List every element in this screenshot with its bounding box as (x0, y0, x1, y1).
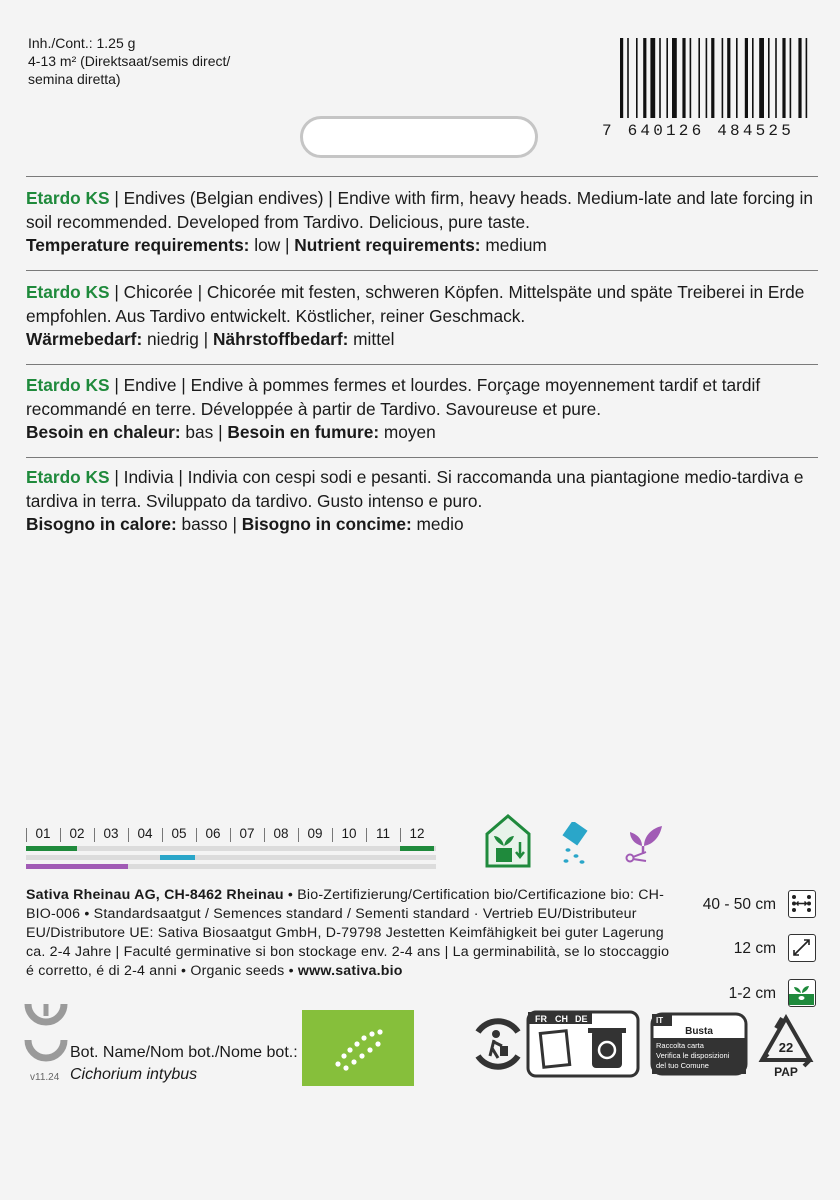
sorting-info-icon (526, 1010, 640, 1078)
eu-star (341, 1053, 346, 1058)
month-separator (400, 828, 401, 842)
requirement-value: mittel (348, 329, 395, 349)
barcode-bar (775, 38, 777, 118)
company-info (26, 886, 674, 981)
barcode-bar (768, 38, 770, 118)
requirement-label: Besoin en chaleur: (26, 422, 181, 442)
calendar-bar-purple (26, 864, 128, 869)
month-separator (196, 828, 197, 842)
hang-hole (300, 116, 538, 158)
month-separator (162, 828, 163, 842)
barcode-bar (806, 38, 808, 118)
calendar-bar-blue (160, 855, 195, 860)
italy-disposal-badge (650, 1012, 748, 1076)
eu-star (351, 1059, 356, 1064)
month-separator (128, 828, 129, 842)
package-info (28, 34, 230, 88)
contents-text: Inh./Cont.: 1.25 g (28, 35, 136, 51)
version-label: v11.24 (30, 1072, 60, 1083)
month-separator (26, 828, 27, 842)
description-text: | Chicorée | Chicorée mit festen, schweren Köpfen. Mittelspäte und späte Treiberei in Erde empfohlen. Aus Tardivo entwickelt. Köstlicher, reiner Geschmack. (26, 282, 805, 326)
calendar-track (26, 855, 436, 860)
barcode-bar (650, 38, 655, 118)
barcode-number: 7 640126 484525 (602, 122, 795, 140)
requirement-label: Bisogno in calore: (26, 514, 177, 534)
description-fr (26, 374, 818, 445)
requirement-value: low | (249, 235, 295, 255)
sowing-depth-icon (788, 979, 816, 1007)
month-label: 11 (375, 826, 390, 841)
eu-star (367, 1047, 372, 1052)
row-spacing-icon (788, 890, 816, 918)
botanical-label: Bot. Name/Nom bot./Nome bot.: (70, 1044, 298, 1061)
plant-spacing: 12 cm (733, 940, 776, 957)
month-label: 01 (35, 826, 51, 841)
pap-recycling-icon (756, 1014, 816, 1080)
description-text: | Endive | Endive à pommes fermes et lourdes. Forçage moyennement tardif et tardif recommandé en terre. Développée à partir de Tardivo. Savoureuse et pure. (26, 375, 761, 419)
eu-star (359, 1053, 364, 1058)
seed-packet-icon (554, 822, 596, 866)
month-label: 04 (137, 826, 153, 841)
barcode-bar (636, 38, 638, 118)
country-ch: CH (555, 1014, 568, 1024)
description-text: | Indivia | Indivia con cespi sodi e pesanti. Si raccomanda una piantagione medio-tardiva e tardiva in terra. Sviluppato da tardivo. Gusto intenso e puro. (26, 467, 804, 511)
company-name: Sativa Rheinau AG, CH-8462 Rheinau (26, 887, 284, 903)
company-text: • Bio-Zertifizierung/Certification bio/Certificazione bio: CH-BIO-006 • Standardsaatgut / Semences standard / Sementi standard · Vertrieb EU/Distributeur EU/Distributore UE: Sativa Biosaatgut GmbH, D-79798 Jestetten Keimfähigkeit bei guter Lagerung ca. 2-4 Jahre | Faculté germinative si bon stockage env. 2-4 ans | La germinabilità, se lo stoccaggio é corretto, é di 2-4 anni • Organic seeds • (26, 887, 670, 979)
barcode-bar (798, 38, 801, 118)
botanical-name (70, 1042, 298, 1086)
month-label: 07 (239, 826, 255, 841)
tidyman-recycle-icon (470, 1016, 526, 1072)
requirement-label: Nutrient requirements: (294, 235, 481, 255)
pap-number: 22 (778, 1040, 794, 1055)
divider (26, 176, 818, 177)
requirement-value: basso | (176, 514, 242, 534)
barcode-bar (711, 38, 714, 118)
variety-name: Etardo KS (26, 467, 110, 487)
plant-spacing-icon (788, 934, 816, 962)
barcode-bar (752, 38, 754, 118)
row-spacing: 40 - 50 cm (702, 896, 776, 913)
barcode-bar (759, 38, 764, 118)
month-label: 03 (103, 826, 119, 841)
barcode-bar (643, 38, 646, 118)
requirement-label: Besoin en fumure: (227, 422, 380, 442)
description-de (26, 281, 818, 352)
it-code: IT (656, 1016, 664, 1025)
month-separator (298, 828, 299, 842)
month-separator (230, 828, 231, 842)
barcode-bar (682, 38, 685, 118)
eu-star (343, 1065, 348, 1070)
requirement-value: niedrig | (142, 329, 213, 349)
eu-star (361, 1035, 366, 1040)
requirement-value: medium (480, 235, 547, 255)
barcode-bar (690, 38, 692, 118)
barcode-bar (666, 38, 668, 118)
requirement-value: bas | (180, 422, 228, 442)
description-en (26, 187, 818, 258)
it-line2: Verifica le disposizioni (656, 1051, 730, 1060)
eu-star (335, 1061, 340, 1066)
month-label: 10 (341, 826, 357, 841)
it-line3: del tuo Comune (656, 1061, 709, 1070)
country-de: DE (575, 1014, 588, 1024)
calendar-bar-green (400, 846, 434, 851)
eu-organic-logo (302, 1010, 414, 1086)
month-separator (366, 828, 367, 842)
description-it (26, 466, 818, 537)
month-label: 12 (409, 826, 425, 841)
requirement-value: medio (411, 514, 464, 534)
month-separator (60, 828, 61, 842)
month-separator (94, 828, 95, 842)
description-text: | Endives (Belgian endives) | Endive with firm, heavy heads. Medium-late and late forcing in soil recommended. Developed from Tardivo. Delicious, pure taste. (26, 188, 814, 232)
it-title: Busta (685, 1026, 713, 1037)
variety-name: Etardo KS (26, 375, 110, 395)
requirement-label: Wärmebedarf: (26, 329, 143, 349)
barcode-bar (790, 38, 792, 118)
divider (26, 457, 818, 458)
eu-star (347, 1047, 352, 1052)
barcode-bar (659, 38, 661, 118)
barcode (618, 38, 814, 118)
sativa-logo-icon (24, 1000, 68, 1070)
eu-star (354, 1041, 359, 1046)
month-separator (332, 828, 333, 842)
month-separator (264, 828, 265, 842)
barcode-bar (782, 38, 785, 118)
eu-star (375, 1041, 380, 1046)
barcode-bar (727, 38, 730, 118)
barcode-bar (745, 38, 748, 118)
divider (26, 364, 818, 365)
it-line1: Raccolta carta (656, 1041, 704, 1050)
month-label: 05 (171, 826, 187, 841)
month-label: 09 (307, 826, 323, 841)
divider (26, 270, 818, 271)
barcode-bar (722, 38, 724, 118)
variety-name: Etardo KS (26, 282, 110, 302)
eu-star (369, 1031, 374, 1036)
barcode-bar (620, 38, 623, 118)
website-link[interactable]: www.sativa.bio (297, 963, 403, 979)
barcode-bar (706, 38, 708, 118)
requirement-label: Temperature requirements: (26, 235, 250, 255)
month-label: 06 (205, 826, 221, 841)
area-text-2: semina diretta) (28, 71, 121, 87)
requirement-label: Nährstoffbedarf: (212, 329, 349, 349)
requirement-value: moyen (379, 422, 436, 442)
calendar-track (26, 846, 436, 851)
harvest-scissors-icon (622, 822, 666, 866)
greenhouse-icon (484, 812, 532, 868)
botanical-value: Cichorium intybus (70, 1066, 198, 1083)
requirement-label: Bisogno in concime: (241, 514, 412, 534)
eu-star (377, 1029, 382, 1034)
month-label: 02 (69, 826, 85, 841)
month-label: 08 (273, 826, 289, 841)
calendar-bar-green (26, 846, 77, 851)
sowing-depth: 1-2 cm (728, 985, 776, 1002)
barcode-bar (672, 38, 677, 118)
barcode-bar (698, 38, 700, 118)
barcode-bar (736, 38, 738, 118)
country-fr: FR (535, 1014, 547, 1024)
variety-name: Etardo KS (26, 188, 110, 208)
barcode-bar (627, 38, 629, 118)
area-text-1: 4-13 m² (Direktsaat/semis direct/ (28, 53, 231, 69)
sowing-calendar (26, 826, 436, 844)
pap-label: PAP (774, 1065, 798, 1079)
